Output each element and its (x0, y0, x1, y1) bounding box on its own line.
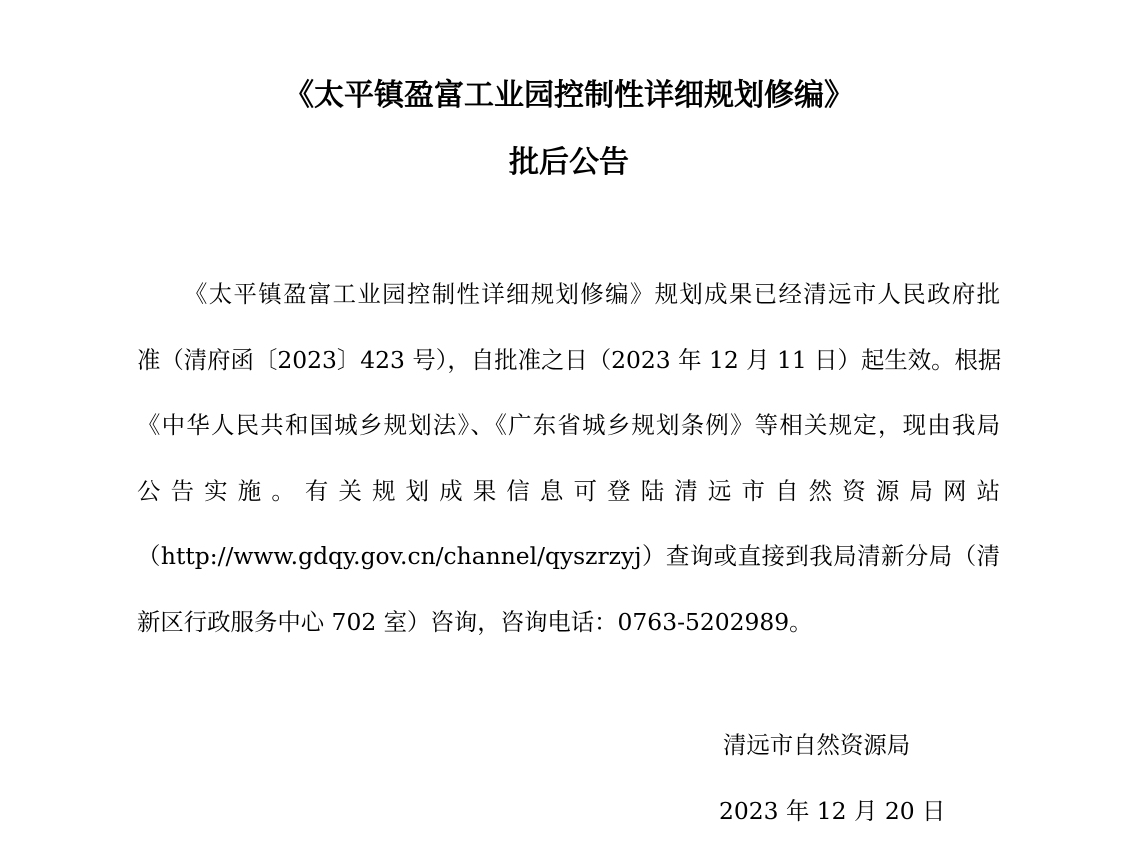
paragraph-line: 《太平镇盈富工业园控制性详细规划修编》规划成果已经清远市人民政府批 (184, 280, 1000, 308)
notice-paragraph (137, 262, 1000, 655)
paragraph-line: 新区行政服务中心 702 室）咨询，咨询电话：0763-5202989。 (137, 607, 813, 636)
paragraph-line: 《中华人民共和国城乡规划法》、《广东省城乡规划条例》等相关规定，现由我局 (137, 411, 1000, 439)
paragraph-line: 公告实施。有关规划成果信息可登陆清远市自然资源局网站 (137, 476, 1000, 505)
document-subtitle: 批后公告 (509, 145, 629, 180)
paragraph-line: （http://www.gdqy.gov.cn/channel/qyszrzyj）查询或直接到我局清新分局（清 (137, 542, 1000, 570)
document-title: 《太平镇盈富工业园控制性详细规划修编》 (284, 78, 854, 113)
signature-organization: 清远市自然资源局 (723, 731, 911, 759)
signature-date: 2023 年 12 月 20 日 (719, 797, 946, 825)
paragraph-line: 准（清府函〔2023〕423 号），自批准之日（2023 年 12 月 11 日）起生效。根据 (137, 345, 1002, 374)
